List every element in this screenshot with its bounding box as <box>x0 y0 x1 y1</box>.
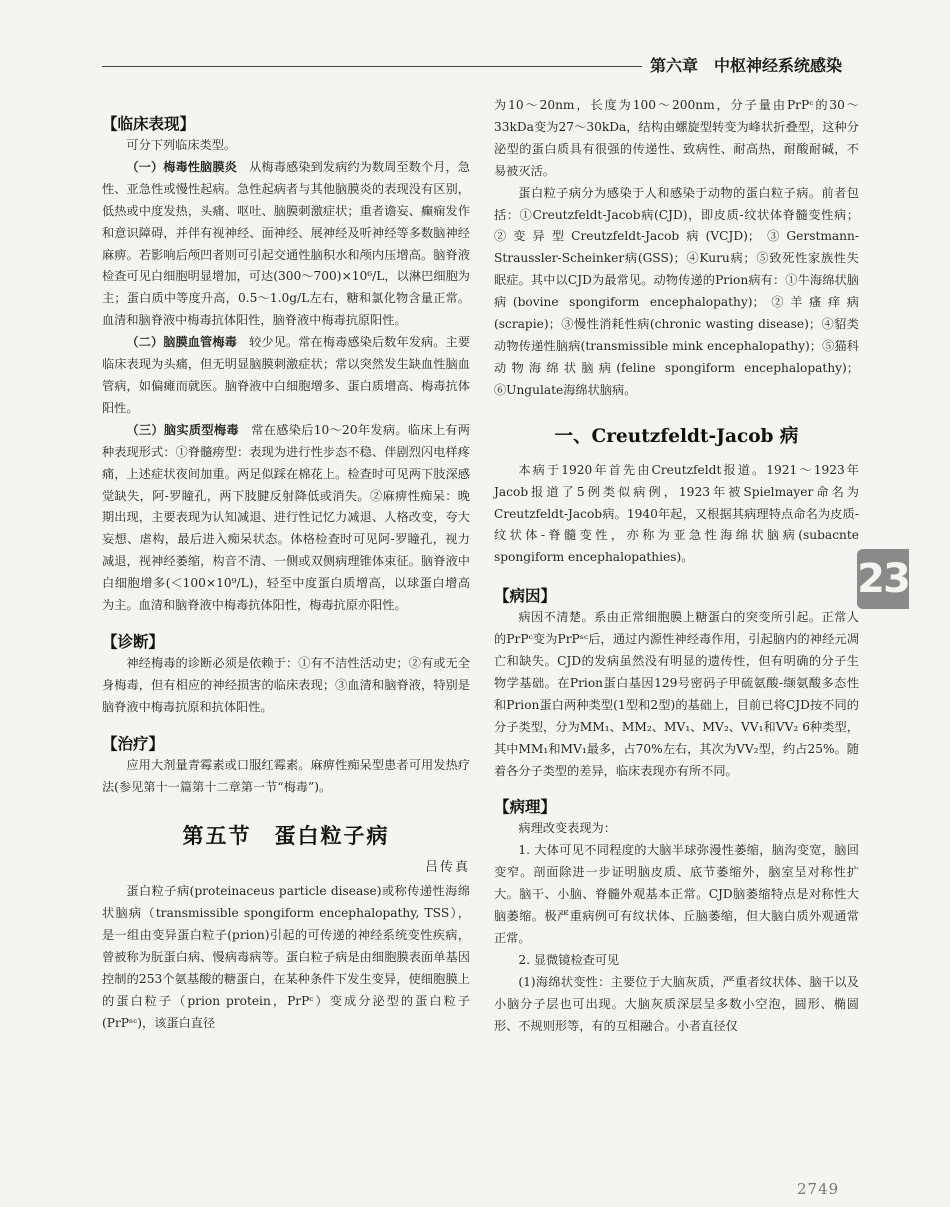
type-2-label: （二）脑膜血管梅毒 <box>126 335 237 350</box>
clinical-type-3 <box>102 420 470 617</box>
type-1-label: （一）梅毒性脑膜炎 <box>126 159 237 174</box>
clinical-intro: 可分下列临床类型。 <box>126 138 237 152</box>
chapter-header: 第六章 中枢神经系统感染 <box>650 56 843 75</box>
type-2-text: 较少见。常在梅毒感染后数年发病。主要临床表现为头痛，但无明显脑膜刺激症状；常以突然发生缺血性脑血管病，如偏瘫而就医。脑脊液中白细胞增多、蛋白质增高、梅毒抗体阳性。 <box>102 335 471 415</box>
pathology-item-1: 1. 大体可见不同程度的大脑半球弥漫性萎缩，脑沟变宽，脑回变窄。剖面除进一步证明脑皮质、底节萎缩外，脑室呈对称性扩大。脑干、小脑、脊髓外观基本正常。CJD脑萎缩特点是对称性大脑萎缩。极严重病例可有纹状体、丘脑萎缩，但大脑白质外观通常正常。 <box>494 843 859 945</box>
header-rule <box>102 66 642 67</box>
pathology-item-3: (1)海绵状变性：主要位于大脑灰质，严重者纹状体、脑干以及小脑分子层也可出现。大脑灰质深层呈多数小空泡，圆形、椭圆形、不规则形等，有的互相融合。小者直径仅 <box>494 974 859 1033</box>
page-number: 2749 <box>797 1180 840 1198</box>
type-3-text: 常在感染后10～20年发病。临床上有两种表现形式：①脊髓痨型：表现为进行性步态不稳、伴剧烈闪电样疼痛，上述症状夜间加重。两足似踩在棉花上。检查时可见两下肢深感觉缺失，阿-罗瞳孔，两下肢腱反射降低或消失。②麻痹性痴呆：晚期出现，主要表现为认知减退、进行性记忆力减退、人格改变，夸大妄想、虐构，最后进入痴呆状态。体格检查时可见阿-罗瞳孔，视力减退，视神经萎缩，构音不清、一侧或双侧病理锥体束征。脑脊液中白细胞增多(＜100×10⁹/L)，轻至中度蛋白质增高，以球蛋白增高为主。血清和脑脊液中梅毒抗体阳性，梅毒抗原亦阳性。 <box>102 422 470 613</box>
right-column <box>494 95 859 1038</box>
clinical-type-2 <box>102 332 470 420</box>
etiology-heading: 【病因】 <box>494 587 557 606</box>
type-1-text: 从梅毒感染到发病约为数周至数个月，急性、亚急性或慢性起病。急性起病者与其他脑膜炎的表现没有区别，低热或中度发热，头痛、呕吐、脑膜刺激症状；重者谵妄、癫痫发作和意识障碍，并伴有视神经、面神经、展神经及听神经等多数脑神经麻痹。若影响后颅凹者则可引起交通性脑积水和颅内压增高。脑脊液检查可见白细胞明显增加，可达(300～700)×10⁶/L，以淋巴细胞为主；蛋白质中等度升高，0.5～1.0g/L左右，糖和氯化物含量正常。血清和脑脊液中梅毒抗体阳性，脑脊液中梅毒抗原阳性。 <box>102 159 471 328</box>
prion-continued: 为10～20nm，长度为100～200nm，分子量由PrPᶜ的30～33kDa变为27～30kDa，结构由螺旋型转变为峰状折叠型，这种分泌型的蛋白质具有很强的传递性、致病性、耐高热，耐酸耐碱，不易被灭活。 <box>494 98 859 178</box>
section-title: 第五节 蛋白粒子病 <box>182 823 390 849</box>
treatment-heading: 【治疗】 <box>102 734 165 753</box>
diagnosis-text: 神经梅毒的诊断必须是依赖于：①有不洁性活动史；②有或无全身梅毒，但有相应的神经损害的临床表现；③血清和脑脊液，特别是脑脊液中梅毒抗原和抗体阳性。 <box>102 655 470 714</box>
clinical-type-1 <box>102 157 470 332</box>
left-column <box>102 95 470 1035</box>
diagnosis-heading: 【诊断】 <box>102 632 165 651</box>
etiology-text: 病因不清楚。系由正常细胞膜上糖蛋白的突变所引起。正常人的PrPᶜ变为PrPˢᶜ后，通过内源性神经毒作用，引起脑内的神经元凋亡和缺失。CJD的发病虽然没有明显的遗传性，但有明确的分子生物学基础。在Prion蛋白基因129号密码子甲硫氨酸-缬氨酸多态性和Prion蛋白两种类型(1型和2型)的基础上，目前已将CJD按不同的分子类型，分为MM₁、MM₂、MV₁、MV₂、VV₁和VV₂ 6种类型，其中MM₁和MV₁最多，占70%左右，其次为VV₂型，约占25%。随着各分子类型的差异，临床表现亦有所不同。 <box>494 610 859 778</box>
cjd-history: 本病于1920年首先由Creutzfeldt报道。1921～1923年Jacob报道了5例类似病例，1923年被Spielmayer命名为Creutzfeldt-Jacob病。1940年起，又根据其病理特点命名为皮质-纹状体-脊髓变性，亦称为亚急性海绵状脑病(subacnte spongiform encephalopathies)。 <box>494 462 859 565</box>
pathology-heading: 【病理】 <box>494 798 557 817</box>
clinical-heading: 【临床表现】 <box>102 115 196 133</box>
prion-classification: 蛋白粒子病分为感染于人和感染于动物的蛋白粒子病。前者包括：①Creutzfeldt-Jacob病(CJD)，即皮质-纹状体脊髓变性病；②变异型Creutzfeldt-Jacob病(VCJD)；③Gerstmann-Straussler-Scheinker病(GSS)；④Kuru病；⑤致死性家族性失眠症。其中以CJD为最常见。动物传递的Prion病有：①牛海绵状脑病(bovine spongiform encephalopathy)；②羊瘙痒病(scrapie)；③慢性消耗性病(chronic wasting disease)；④貂类动物传递性脑病(transmissible mink encephalopathy)；⑤猫科动物海绵状脑病(feline spongiform encephalopathy)；⑥Ungulate海绵状脑病。 <box>494 185 859 397</box>
type-3-label: （三）脑实质型梅毒 <box>126 422 239 437</box>
section-intro: 蛋白粒子病(proteinaceus particle disease)或称传递性海绵状脑病（transmissible spongiform encephalopathy, TSS），是一组由变异蛋白粒子(prion)引起的可传递的神经系统变性疾病，曾被称为朊蛋白病、慢病毒病等。蛋白粒子病是由细胞膜表面单基因控制的253个氨基酸的糖蛋白，在某种条件下发生变异，使细胞膜上的蛋白粒子（prion protein，PrPᶜ）变成分泌型的蛋白粒子(PrPˢᶜ)，该蛋白直径 <box>102 884 470 1030</box>
author: 吕传真 <box>424 860 470 876</box>
pathology-item-2: 2. 显微镜检查可见 <box>518 952 620 967</box>
pathology-intro: 病理改变表现为： <box>518 821 616 836</box>
cjd-title: 一、Creutzfeldt-Jacob 病 <box>554 425 799 447</box>
treatment-text: 应用大剂量青霉素或口服红霉素。麻痹性痴呆型患者可用发热疗法(参见第十一篇第十二章第一节“梅毒”)。 <box>102 757 470 794</box>
chapter-tab: 23 <box>857 549 909 609</box>
